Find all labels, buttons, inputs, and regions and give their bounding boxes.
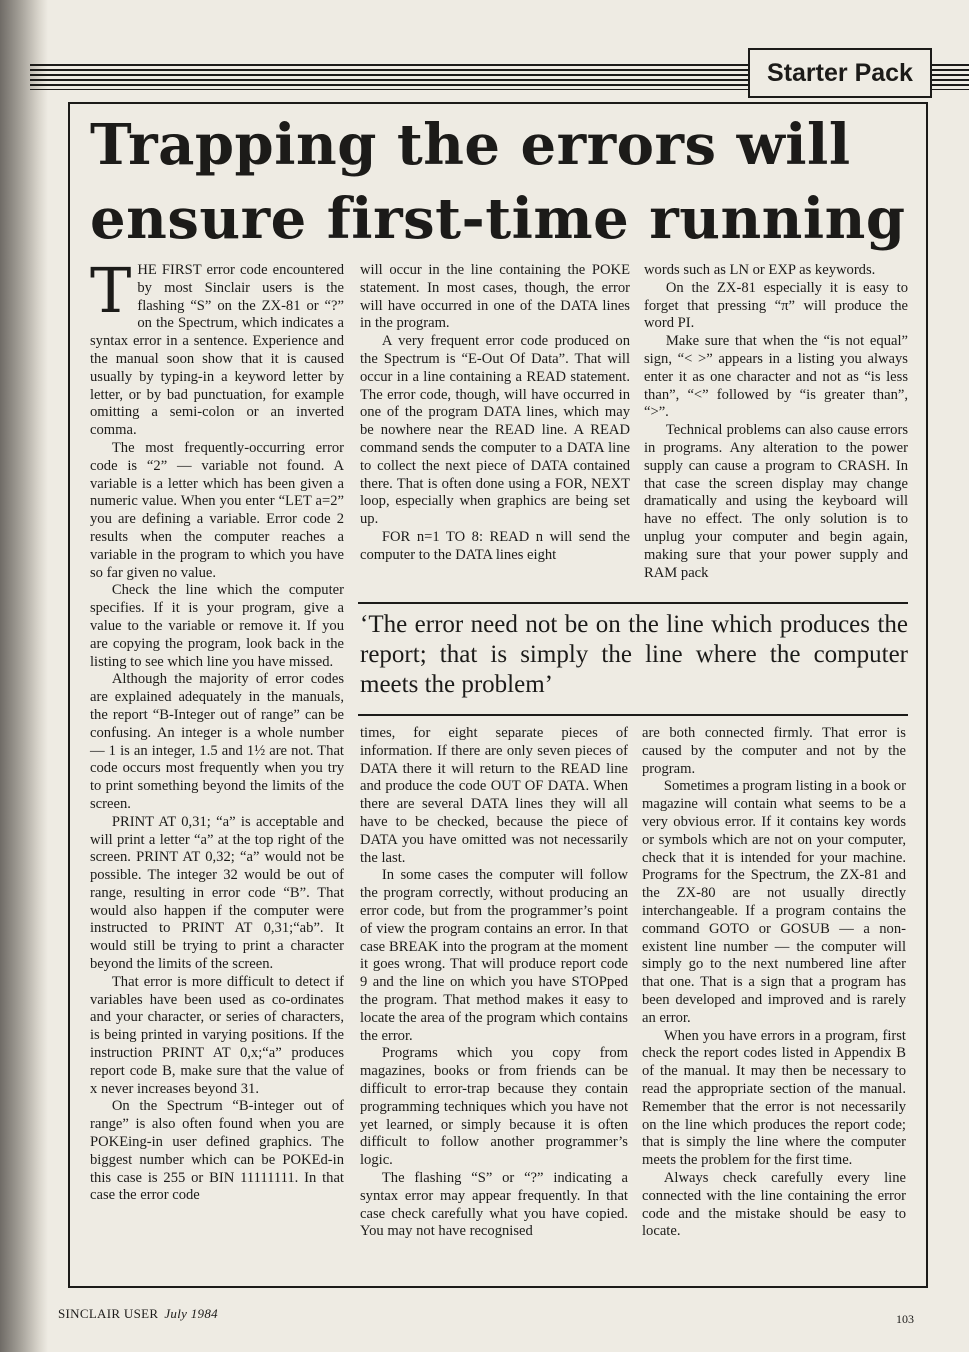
page-footer (58, 1306, 218, 1322)
section-tag: Starter Pack (748, 48, 932, 98)
article-headline: Trapping the errors will ensure first-time running (90, 112, 906, 252)
paragraph: The most frequently-occurring error code is “2” — variable not found. A variable is a letter which has been given a numeric value. When you enter “LET a=2” you are defining a variable. Error code 2 results when the computer reaches a variable in the program to which you have so far given no value. (90, 439, 344, 581)
paragraph: PRINT AT 0,31; “a” is acceptable and will print a letter “a” at the top right of the screen. PRINT AT 0,32; “a” would not be possible. The integer 32 would be out of range, resulting in error code “B”. That would also happen if the computer were instructed to PRINT AT 0,31;“ab”. It would still be trying to print a character beyond the limits of the screen. (90, 813, 344, 973)
magazine-name: SINCLAIR USER (58, 1306, 159, 1321)
paragraph: Technical problems can also cause errors in programs. Any alteration to the power supply can cause a program to CRASH. In that case the screen display may change dramatically and using the keyboard will have no effect. The only solution is to unplug your computer and begin again, making sure that your power supply and RAM pack (644, 422, 908, 581)
paragraph: That error is more difficult to detect if variables have been used as co-ordinates and your character, or series of characters, is being printed in varying positions. If the instruction PRINT AT 0,x;“a” produces report code B, make sure that the value of x never increases beyond 31. (90, 973, 344, 1097)
drop-cap: T (90, 254, 132, 327)
column-2-top (360, 262, 630, 565)
paragraph: A very frequent error code produced on the Spectrum is “E-Out Of Data”. That will occur in a line containing a READ statement. The error code, though, will have occurred in one of the program DATA lines, which may be nowhere near the READ line. A READ command sends the computer to a DATA line to collect the next piece of DATA contained there. That is often done using a FOR, NEXT loop, especially when graphics are being set up. (360, 333, 630, 528)
paragraph: will occur in the line containing the POKE statement. In most cases, though, the error will have occurred in one of the DATA lines in the program. (360, 262, 630, 332)
paragraph: Sometimes a program listing in a book or magazine will contain what seems to be a very obvious error. If it contains key words or symbols which are not on your computer, check that it is intended for your machine. Programs for the Spectrum, the ZX-81 and the ZX-80 are not usually directly interchangeable. If a program contains the command GOTO or GOSUB — a non-existent line number — the computer will simply go to the next numbered line after that one. That is a sign that a program has been developed and improved and is rarely an error. (642, 778, 906, 1026)
paragraph: Although the majority of error codes are explained adequately in the manuals, the report “B-Integer out of range” can be confusing. An integer is a whole number — 1 is an integer, 1.5 and 1½ are not. That code occurs most frequently when you try to print something beyond the limits of the screen. (90, 671, 344, 812)
paragraph: In some cases the computer will follow the program correctly, without producing an error code, but from the programmer’s point of view the program contains an error. In that case BREAK into the program at the moment it goes wrong. That will produce report code 9 and the line on which you have STOPped the program. That method makes it easy to locate the area of the program which contains the error. (360, 867, 628, 1044)
page-binding-shadow (0, 0, 48, 1352)
pullquote-rule-top (358, 602, 908, 604)
paragraph: words such as LN or EXP as keywords. (644, 262, 876, 278)
header-rule-band (30, 64, 750, 90)
paragraph: times, for eight separate pieces of information. If there are only seven pieces of DATA there it will return to the READ line and produce the code OUT OF DATA. When there are several DATA lines they will all have to be checked, because the piece of DATA you have omitted was not necessarily the last. (360, 725, 628, 866)
column-1 (90, 254, 344, 1205)
column-3-bottom (642, 725, 906, 1241)
paragraph: Make sure that when the “is not equal” sign, “< >” appears in a listing you always enter it as one character and not as “is less than”, “<” followed by “is greater than”, “>”. (644, 333, 908, 421)
paragraph: Programs which you copy from magazines, books or from friends can be difficult to error-trap because they contain programming techniques which you have not yet learned, or simply because it is often difficult to follow another programmer’s logic. (360, 1045, 628, 1169)
paragraph: Always check carefully every line connected with the line containing the error code and the mistake should be easy to locate. (642, 1169, 906, 1240)
paragraph: THE FIRST error code encountered by most Sinclair users is the flashing “S” on the ZX-81 or “?” on the Spectrum, which indicates a syntax error in a sentence. Experience and the manual soon show that it is caused usually by typing-in a keyword letter by letter, or by bad punctuation, for example omitting a semi-colon or an inverted comma. (90, 254, 344, 439)
pull-quote: ‘The error need not be on the line which produces the report; that is simply the line where the computer meets the problem’ (360, 611, 908, 698)
pullquote-rule-bottom (358, 714, 908, 716)
paragraph: When you have errors in a program, first check the report codes listed in Appendix B of the manual. It may then be necessary to read the appropriate section of the manual. Remember that the error is not necessarily on the line which produces the report code; that is simply the line where the computer meets the problem for the first time. (642, 1027, 906, 1169)
paragraph: The flashing “S” or “?” indicating a syntax error may appear frequently. In that case check carefully what you have copied. You may not have recognised (360, 1169, 628, 1240)
paragraph: FOR n=1 TO 8: READ n will send the computer to the DATA lines eight (360, 528, 630, 563)
paragraph: On the ZX-81 especially it is easy to forget that pressing “π” will produce the word PI. (644, 279, 908, 332)
issue-date: July 1984 (164, 1306, 218, 1321)
column-2-bottom (360, 725, 628, 1241)
paragraph: On the Spectrum “B-integer out of range” is also often found when you are POKEing-in user defined graphics. The biggest number which can be POKEd-in this case is 255 or BIN 11111111. In that case the error code (90, 1098, 344, 1204)
header-rule-band-right (932, 64, 969, 90)
paragraph: Check the line which the computer specifies. If it is your program, give a value to the variable or remove it. If you are copying the program, look back in the listing to see which line you have missed. (90, 582, 344, 670)
paragraph: are both connected firmly. That error is caused by the computer and not by the program. (642, 725, 906, 777)
column-3-top (644, 262, 908, 582)
page-number: 103 (896, 1312, 914, 1326)
